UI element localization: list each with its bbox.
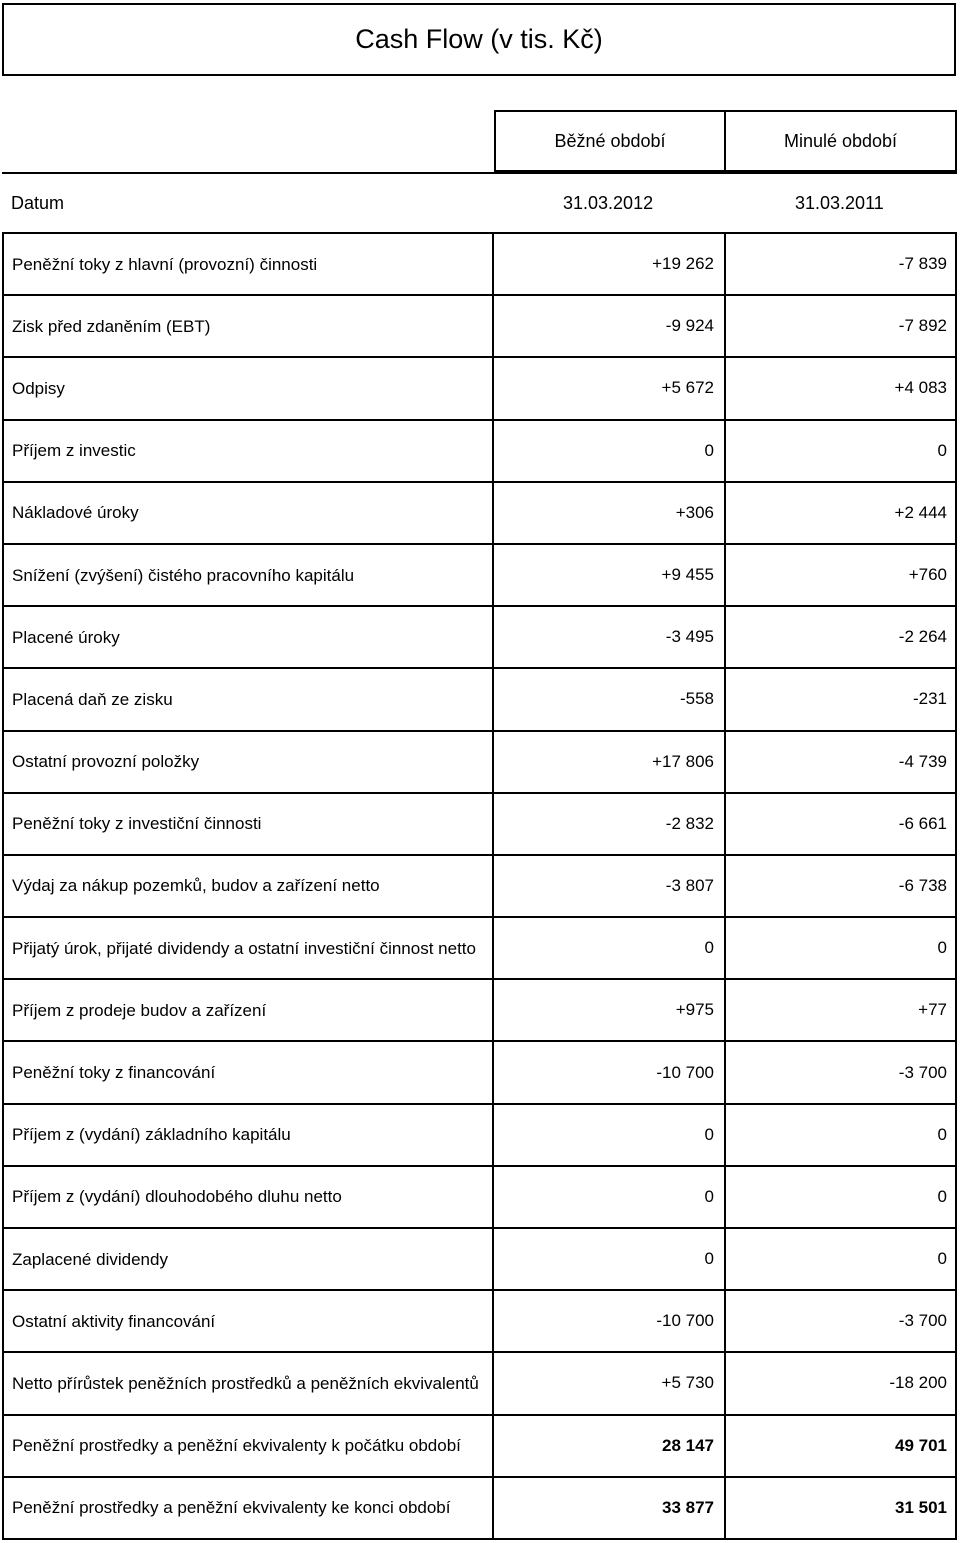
table-row [4, 732, 955, 794]
row-value-previous: 0 [937, 1124, 947, 1144]
table-row [4, 1416, 955, 1478]
row-label: Přijatý úrok, přijaté dividendy a ostatní investiční činnost netto [4, 918, 494, 978]
row-value-current: 0 [494, 1229, 726, 1289]
row-label: Zaplacené dividendy [4, 1229, 494, 1289]
row-value-current: 28 147 [494, 1416, 726, 1476]
row-value-current: -3 495 [494, 607, 726, 667]
row-value-current: +19 262 [494, 234, 726, 294]
row-value-previous: 31 501 [895, 1497, 947, 1517]
row-value-current: 0 [494, 421, 726, 481]
row-label: Placené úroky [4, 607, 494, 667]
row-value-current: +5 730 [494, 1353, 726, 1413]
row-value-current: +306 [494, 483, 726, 543]
table-row [4, 358, 955, 420]
row-label: Příjem z prodeje budov a zařízení [4, 980, 494, 1040]
row-value-previous: -3 700 [898, 1311, 947, 1331]
table-row [4, 980, 955, 1042]
row-value-current: -558 [494, 669, 726, 729]
table-row [4, 296, 955, 358]
row-label: Ostatní provozní položky [4, 732, 494, 792]
row-value-current: +975 [494, 980, 726, 1040]
row-value-previous: -3 700 [898, 1062, 947, 1082]
row-value-current: +9 455 [494, 545, 726, 605]
table-row [4, 1478, 955, 1540]
row-label: Příjem z investic [4, 421, 494, 481]
table-row [4, 794, 955, 856]
row-label: Peněžní toky z financování [4, 1042, 494, 1102]
row-label: Placená daň ze zisku [4, 669, 494, 729]
row-label: Peněžní prostředky a peněžní ekvivalenty k počátku období [4, 1416, 494, 1476]
row-label: Peněžní prostředky a peněžní ekvivalenty ke konci období [4, 1478, 494, 1538]
table-row [4, 1167, 955, 1229]
row-value-previous: -18 200 [889, 1373, 947, 1393]
table-row [4, 856, 955, 918]
row-value-previous: 0 [937, 440, 947, 460]
row-value-previous: -4 739 [898, 751, 947, 771]
row-value-previous: 0 [937, 1249, 947, 1269]
row-value-previous: -231 [912, 689, 947, 709]
row-label: Výdaj za nákup pozemků, budov a zařízení netto [4, 856, 494, 916]
row-value-current: -2 832 [494, 794, 726, 854]
cash-flow-table [2, 234, 957, 1540]
row-value-current: 33 877 [494, 1478, 726, 1538]
row-label: Zisk před zdaněním (EBT) [4, 296, 494, 356]
row-label: Příjem z (vydání) základního kapitálu [4, 1105, 494, 1165]
row-value-current: -10 700 [494, 1042, 726, 1102]
page-title: Cash Flow (v tis. Kč) [2, 3, 956, 76]
row-label: Příjem z (vydání) dlouhodobého dluhu netto [4, 1167, 494, 1227]
table-row [4, 607, 955, 669]
row-value-current: +17 806 [494, 732, 726, 792]
row-value-current: 0 [494, 918, 726, 978]
row-value-previous: -6 738 [898, 875, 947, 895]
row-value-previous: +77 [918, 1000, 947, 1020]
row-value-current: 0 [494, 1105, 726, 1165]
row-value-previous: -2 264 [898, 627, 947, 647]
table-row [4, 234, 955, 296]
row-value-previous: 49 701 [895, 1435, 947, 1455]
date-label: Datum [11, 192, 65, 213]
table-row [4, 669, 955, 731]
row-label: Snížení (zvýšení) čistého pracovního kapitálu [4, 545, 494, 605]
row-value-current: -10 700 [494, 1291, 726, 1351]
row-value-previous: +760 [908, 565, 947, 585]
row-value-previous: -7 839 [898, 254, 947, 274]
row-value-previous: +2 444 [894, 502, 947, 522]
row-value-current: -9 924 [494, 296, 726, 356]
row-label: Nákladové úroky [4, 483, 494, 543]
row-value-current: -3 807 [494, 856, 726, 916]
row-value-previous: +4 083 [894, 378, 947, 398]
date-previous: 31.03.2011 [795, 192, 884, 213]
table-row [4, 545, 955, 607]
table-row [4, 1291, 955, 1353]
table-row [4, 1105, 955, 1167]
date-current: 31.03.2012 [563, 192, 654, 213]
row-label: Ostatní aktivity financování [4, 1291, 494, 1351]
row-value-previous: -6 661 [898, 813, 947, 833]
table-row [4, 918, 955, 980]
row-value-previous: 0 [937, 938, 947, 958]
row-value-previous: 0 [937, 1186, 947, 1206]
table-row [4, 1042, 955, 1104]
row-value-current: 0 [494, 1167, 726, 1227]
row-value-current: +5 672 [494, 358, 726, 418]
column-header-previous-period: Minulé období [724, 110, 957, 172]
row-label: Netto přírůstek peněžních prostředků a peněžních ekvivalentů [4, 1353, 494, 1413]
row-label: Odpisy [4, 358, 494, 418]
row-label: Peněžní toky z investiční činnosti [4, 794, 494, 854]
row-value-previous: -7 892 [898, 316, 947, 336]
table-row [4, 1229, 955, 1291]
table-row [4, 483, 955, 545]
table-row [4, 421, 955, 483]
row-label: Peněžní toky z hlavní (provozní) činnosti [4, 234, 494, 294]
date-row [2, 172, 957, 234]
table-row [4, 1353, 955, 1415]
column-header-current-period: Běžné období [494, 110, 726, 172]
